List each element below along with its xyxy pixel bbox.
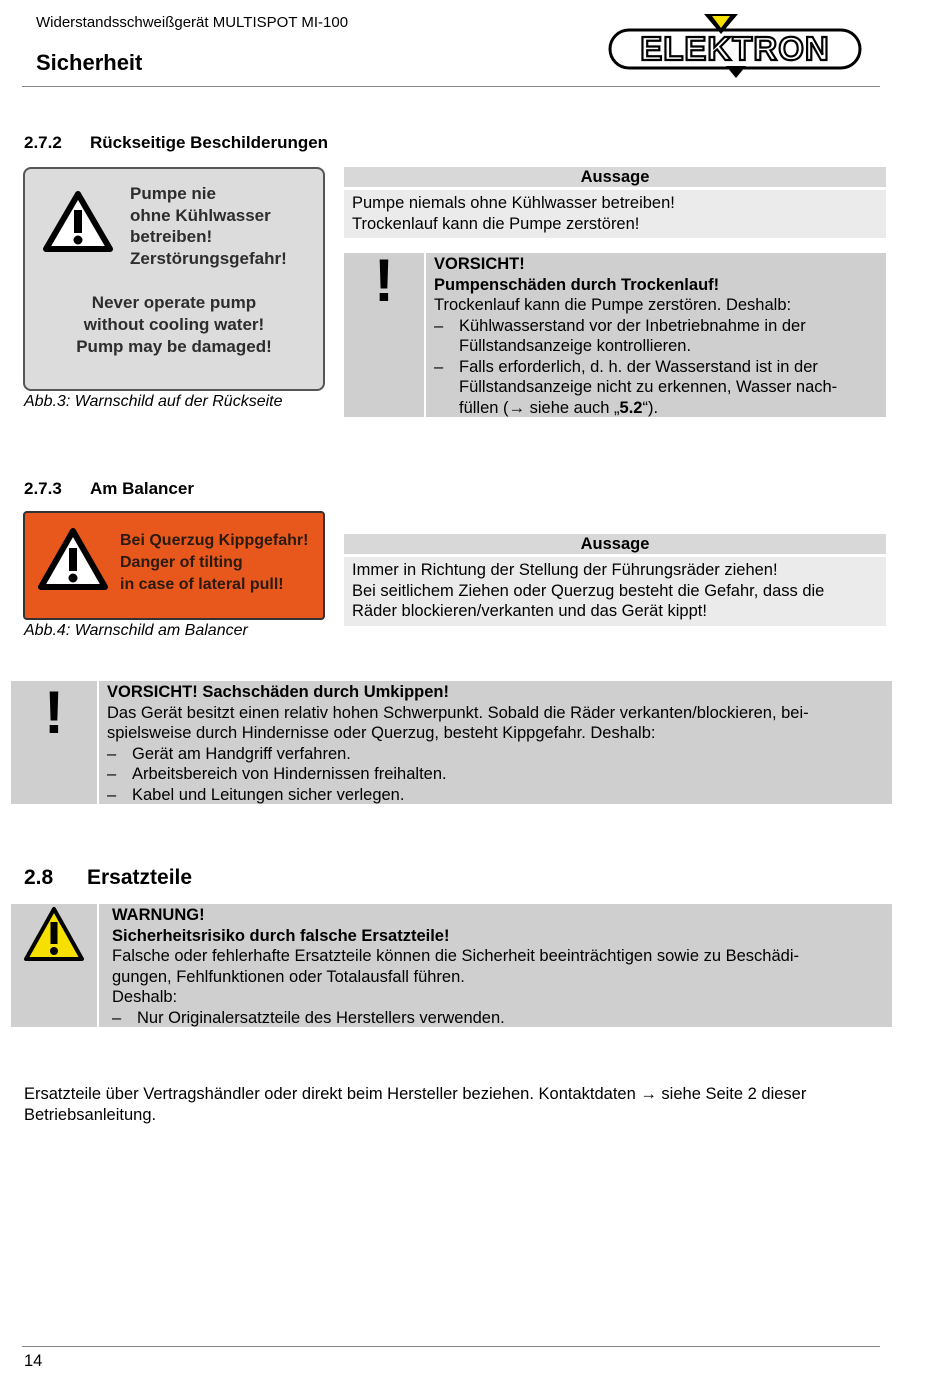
exclamation-icon: ! (44, 679, 64, 746)
caution-line: Trockenlauf kann die Pumpe zerstören. Deshalb: (434, 296, 792, 314)
heading-2-8 (24, 866, 192, 890)
warning-box-spare-parts (11, 904, 892, 1027)
caution-line: spielsweise durch Hindernisse oder Querzug, besteht Kippgefahr. Deshalb: (107, 724, 656, 742)
heading-2-7-3 (24, 479, 194, 499)
sign-line: Zerstörungsgefahr! (130, 248, 287, 268)
arrow-right-icon: → (508, 398, 526, 417)
aussage-line: Trockenlauf kann die Pumpe zerstören! (352, 214, 640, 233)
sign-line: Pumpe nie (130, 184, 216, 203)
warning-line: Falsche oder fehlerhafte Ersatzteile können die Sicherheit beeinträchtigen sowie zu Beschädi- (112, 947, 799, 965)
sign-line: Danger of tilting (120, 554, 243, 571)
list-dash: – (434, 316, 444, 335)
list-dash: – (434, 357, 444, 376)
list-item: – Nur Originalersatzteile des Herstellers verwenden. (112, 1008, 505, 1027)
balancer-warning-sign (23, 511, 325, 620)
sign-line: Never operate pump (91, 293, 257, 312)
warning-text (112, 905, 888, 1028)
footer-divider (22, 1346, 880, 1347)
list-item: – Gerät am Handgriff verfahren. (107, 744, 351, 763)
figure-caption-3: Abb.3: Warnschild auf der Rückseite (24, 393, 283, 410)
sign-text (120, 530, 308, 596)
warning-separator (97, 904, 99, 1027)
section-header: Sicherheit (36, 50, 143, 75)
warning-triangle-icon (23, 906, 85, 962)
list-dash: – (107, 765, 117, 783)
aussage-body (344, 190, 886, 238)
heading-title: Ersatzteile (87, 866, 193, 889)
aussage-line: Immer in Richtung der Stellung der Führungsräder ziehen! (352, 561, 778, 579)
aussage-body (344, 557, 886, 626)
sign-line: betreiben! (130, 227, 213, 246)
arrow-right-icon: → (640, 1085, 657, 1103)
heading-number: 2.7.3 (24, 479, 62, 498)
warning-line: Deshalb: (112, 988, 178, 1006)
heading-number: 2.8 (24, 866, 54, 889)
aussage-line: Bei seitlichem Ziehen oder Querzug besteht die Gefahr, dass die (352, 581, 825, 600)
sign-text-english (25, 292, 323, 358)
warning-title: WARNUNG! (112, 906, 205, 924)
aussage-header: Aussage (344, 534, 886, 554)
caution-title: VORSICHT! Sachschäden durch Umkippen! (107, 683, 449, 701)
sign-line: in case of lateral pull! (120, 576, 284, 593)
list-dash: – (107, 785, 117, 804)
caution-box-tipping (11, 681, 892, 804)
warning-triangle-icon (37, 527, 109, 591)
figure-caption-4: Abb.4: Warnschild am Balancer (24, 622, 248, 639)
heading-2-7-2 (24, 133, 328, 153)
heading-title: Am Balancer (90, 479, 194, 498)
sign-line: without cooling water! (83, 315, 265, 334)
elektron-logo (608, 12, 862, 78)
caution-title: VORSICHT! (434, 255, 525, 273)
warning-triangle-icon (43, 191, 113, 253)
warning-subtitle: Sicherheitsrisiko durch falsche Ersatzteile! (112, 926, 450, 945)
caution-text (434, 254, 880, 418)
aussage-header: Aussage (344, 167, 886, 187)
heading-title: Rückseitige Beschilderungen (90, 133, 329, 152)
aussage-line: Räder blockieren/verkanten und das Gerät kippt! (352, 602, 707, 620)
aussage-table-1 (344, 167, 886, 238)
logo-wordmark: ELEKTRON (640, 30, 830, 67)
spare-parts-paragraph: Ersatzteile über Vertragshändler oder direkt beim Hersteller beziehen. Kontaktdaten → siehe Seite 2 dieser Betriebsanleitung. (24, 1085, 807, 1124)
caution-separator (97, 681, 99, 804)
list-item: – Arbeitsbereich von Hindernissen freihalten. (107, 765, 447, 783)
heading-number: 2.7.2 (24, 133, 62, 152)
list-item: – Kühlwasserstand vor der Inbetriebnahme in der Füllstandsanzeige kontrollieren. (434, 316, 806, 355)
sign-text-german (130, 183, 287, 269)
caution-subtitle: Pumpenschäden durch Trockenlauf! (434, 275, 720, 294)
aussage-table-2 (344, 534, 886, 626)
page-number: 14 (24, 1352, 43, 1370)
caution-box-pump (344, 247, 886, 417)
list-item: – Kabel und Leitungen sicher verlegen. (107, 785, 405, 804)
header-divider (22, 86, 880, 87)
caution-separator (424, 253, 426, 417)
list-item: – Falls erforderlich, d. h. der Wasserstand ist in der Füllstandsanzeige nicht zu erkennen, Wasser nach- füllen (→ siehe auch „5.2“). (434, 357, 838, 417)
caution-text (107, 682, 887, 805)
pump-warning-sign (23, 167, 325, 391)
exclamation-icon: ! (374, 247, 394, 314)
sign-line: Pump may be damaged! (76, 337, 272, 356)
sign-line: ohne Kühlwasser (130, 205, 271, 225)
list-dash: – (112, 1008, 122, 1027)
document-title: Widerstandsschweißgerät MULTISPOT MI-100 (36, 14, 349, 31)
caution-line: Das Gerät besitzt einen relativ hohen Schwerpunkt. Sobald die Räder verkanten/blockieren, bei- (107, 703, 809, 722)
list-dash: – (107, 744, 117, 763)
section-reference[interactable]: 5.2 (619, 398, 643, 417)
sign-line: Bei Querzug Kippgefahr! (120, 532, 309, 549)
warning-line: gungen, Fehlfunktionen oder Totalausfall führen. (112, 967, 465, 986)
aussage-line: Pumpe niemals ohne Kühlwasser betreiben! (352, 194, 675, 212)
